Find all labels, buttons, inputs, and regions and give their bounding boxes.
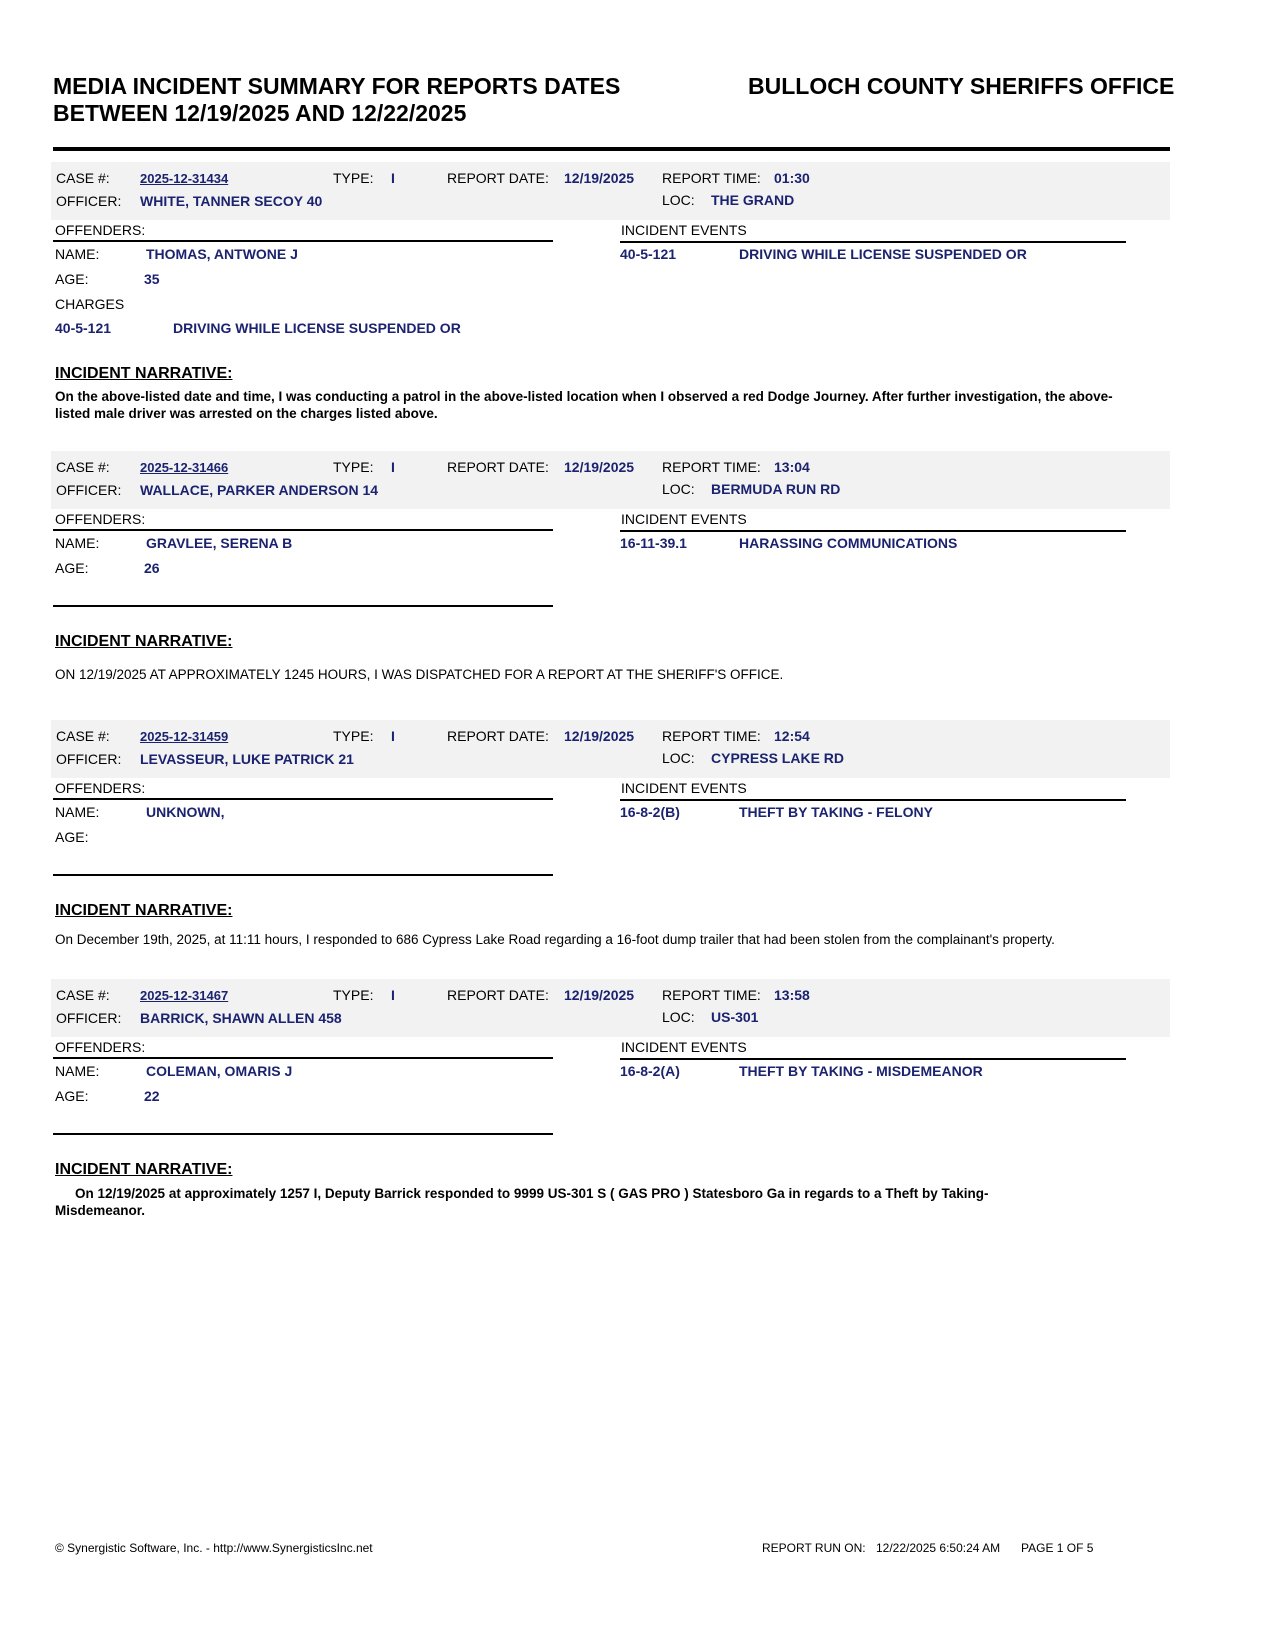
events-rule [620, 530, 1126, 532]
report-time-label: REPORT TIME: [662, 728, 761, 744]
offender-age-label: AGE: [55, 271, 89, 287]
charges-label: CHARGES [55, 296, 125, 312]
narrative-text: ON 12/19/2025 AT APPROXIMATELY 1245 HOURS, I WAS DISPATCHED FOR A REPORT AT THE SHERIFF'S OFFICE. [55, 667, 784, 682]
offender-age-value: 26 [144, 560, 160, 576]
report-title-line2: BETWEEN 12/19/2025 AND 12/22/2025 [53, 100, 467, 126]
report-date-label: REPORT DATE: [447, 459, 549, 475]
event-code: 16-11-39.1 [620, 535, 687, 551]
offender-name-value: THOMAS, ANTWONE J [146, 246, 298, 262]
report-time-label: REPORT TIME: [662, 459, 761, 475]
offender-age-value: 22 [144, 1088, 160, 1104]
event-description: THEFT BY TAKING - FELONY [739, 804, 933, 820]
report-title-line1: MEDIA INCIDENT SUMMARY FOR REPORTS DATES [53, 73, 621, 99]
report-time-value: 13:58 [774, 987, 810, 1003]
type-label: TYPE: [333, 170, 374, 186]
offenders-bottom-rule [53, 605, 553, 607]
incident-events-label: INCIDENT EVENTS [621, 222, 747, 238]
report-time-label: REPORT TIME: [662, 170, 761, 186]
incident-events-label: INCIDENT EVENTS [621, 780, 747, 796]
report-date-value: 12/19/2025 [564, 170, 635, 186]
type-value: I [391, 170, 395, 186]
footer-copyright: © Synergistic Software, Inc. - http://www.SynergisticsInc.net [55, 1541, 373, 1555]
event-code: 40-5-121 [620, 246, 677, 262]
report-time-value: 12:54 [774, 728, 810, 744]
narrative-heading: INCIDENT NARRATIVE: [55, 365, 233, 382]
loc-label: LOC: [662, 750, 695, 766]
report-time-label: REPORT TIME: [662, 987, 761, 1003]
officer-label: OFFICER: [56, 193, 122, 209]
event-code: 16-8-2(A) [620, 1063, 680, 1079]
loc-label: LOC: [662, 1009, 695, 1025]
offender-name-label: NAME: [55, 804, 100, 820]
officer-label: OFFICER: [56, 751, 122, 767]
offenders-bottom-rule [53, 874, 553, 876]
case-number-label: CASE #: [56, 459, 110, 475]
page-number: PAGE 1 OF 5 [1021, 1541, 1094, 1555]
offenders-label: OFFENDERS: [55, 780, 146, 796]
report-date-label: REPORT DATE: [447, 987, 549, 1003]
type-label: TYPE: [333, 987, 374, 1003]
offenders-rule [53, 529, 553, 531]
narrative-heading: INCIDENT NARRATIVE: [55, 902, 233, 919]
case-number-link[interactable]: 2025-12-31459 [140, 729, 229, 744]
narrative-text: On the above-listed date and time, I was conducting a patrol in the above-listed location when I observed a red Dodge Journey. After further investigation, the above-listed male driver was arrested on the charges listed above. [55, 389, 1113, 421]
events-rule [620, 1058, 1126, 1060]
offender-name-value: GRAVLEE, SERENA B [146, 535, 293, 551]
narrative-text: On 12/19/2025 at approximately 1257 I, Deputy Barrick responded to 9999 US-301 S ( GAS PRO ) Statesboro Ga in regards to a Theft by Taking- Misdemeanor. [55, 1186, 989, 1218]
offenders-label: OFFENDERS: [55, 511, 146, 527]
case-number-label: CASE #: [56, 170, 110, 186]
narrative-heading: INCIDENT NARRATIVE: [55, 1161, 233, 1178]
report-date-value: 12/19/2025 [564, 728, 635, 744]
case-number-link[interactable]: 2025-12-31467 [140, 988, 229, 1003]
report-date-label: REPORT DATE: [447, 728, 549, 744]
events-rule [620, 241, 1126, 243]
type-value: I [391, 459, 395, 475]
officer-value: LEVASSEUR, LUKE PATRICK 21 [140, 751, 354, 767]
offender-age-label: AGE: [55, 1088, 89, 1104]
report-date-value: 12/19/2025 [564, 459, 635, 475]
offenders-rule [53, 240, 553, 242]
incident-events-label: INCIDENT EVENTS [621, 511, 747, 527]
type-label: TYPE: [333, 459, 374, 475]
event-code: 16-8-2(B) [620, 804, 680, 820]
offenders-rule [53, 1057, 553, 1059]
offenders-rule [53, 798, 553, 800]
charge-code: 40-5-121 [55, 320, 112, 336]
narrative-text: On December 19th, 2025, at 11:11 hours, I responded to 686 Cypress Lake Road regarding a 16-foot dump trailer that had been stolen from the complainant's property. [55, 932, 1055, 947]
offenders-label: OFFENDERS: [55, 1039, 146, 1055]
agency-title: BULLOCH COUNTY SHERIFFS OFFICE [748, 73, 1175, 99]
event-description: HARASSING COMMUNICATIONS [739, 535, 958, 551]
offender-name-label: NAME: [55, 535, 100, 551]
offender-age-label: AGE: [55, 829, 89, 845]
offenders-label: OFFENDERS: [55, 222, 146, 238]
officer-value: WALLACE, PARKER ANDERSON 14 [140, 482, 379, 498]
case-number-link[interactable]: 2025-12-31434 [140, 171, 229, 186]
narrative-heading: INCIDENT NARRATIVE: [55, 633, 233, 650]
case-number-label: CASE #: [56, 728, 110, 744]
offender-age-value: 35 [144, 271, 160, 287]
offender-name-value: UNKNOWN, [146, 804, 225, 820]
incident-events-label: INCIDENT EVENTS [621, 1039, 747, 1055]
offender-name-label: NAME: [55, 1063, 100, 1079]
loc-label: LOC: [662, 192, 695, 208]
loc-value: THE GRAND [711, 192, 795, 208]
report-date-label: REPORT DATE: [447, 170, 549, 186]
event-description: DRIVING WHILE LICENSE SUSPENDED OR [739, 246, 1027, 262]
case-number-label: CASE #: [56, 987, 110, 1003]
officer-value: WHITE, TANNER SECOY 40 [140, 193, 323, 209]
officer-value: BARRICK, SHAWN ALLEN 458 [140, 1010, 342, 1026]
loc-value: BERMUDA RUN RD [711, 481, 841, 497]
type-label: TYPE: [333, 728, 374, 744]
report-run-label: REPORT RUN ON: [762, 1541, 866, 1555]
report-time-value: 01:30 [774, 170, 810, 186]
offenders-bottom-rule [53, 1133, 553, 1135]
report-date-value: 12/19/2025 [564, 987, 635, 1003]
case-number-link[interactable]: 2025-12-31466 [140, 460, 229, 475]
report-time-value: 13:04 [774, 459, 810, 475]
loc-value: CYPRESS LAKE RD [711, 750, 845, 766]
offender-name-value: COLEMAN, OMARIS J [146, 1063, 293, 1079]
type-value: I [391, 728, 395, 744]
offender-age-label: AGE: [55, 560, 89, 576]
event-description: THEFT BY TAKING - MISDEMEANOR [739, 1063, 983, 1079]
officer-label: OFFICER: [56, 482, 122, 498]
type-value: I [391, 987, 395, 1003]
officer-label: OFFICER: [56, 1010, 122, 1026]
offender-name-label: NAME: [55, 246, 100, 262]
charge-description: DRIVING WHILE LICENSE SUSPENDED OR [173, 320, 461, 336]
loc-label: LOC: [662, 481, 695, 497]
header-rule [53, 147, 1170, 151]
loc-value: US-301 [711, 1009, 759, 1025]
events-rule [620, 799, 1126, 801]
report-run-value: 12/22/2025 6:50:24 AM [876, 1541, 1001, 1555]
